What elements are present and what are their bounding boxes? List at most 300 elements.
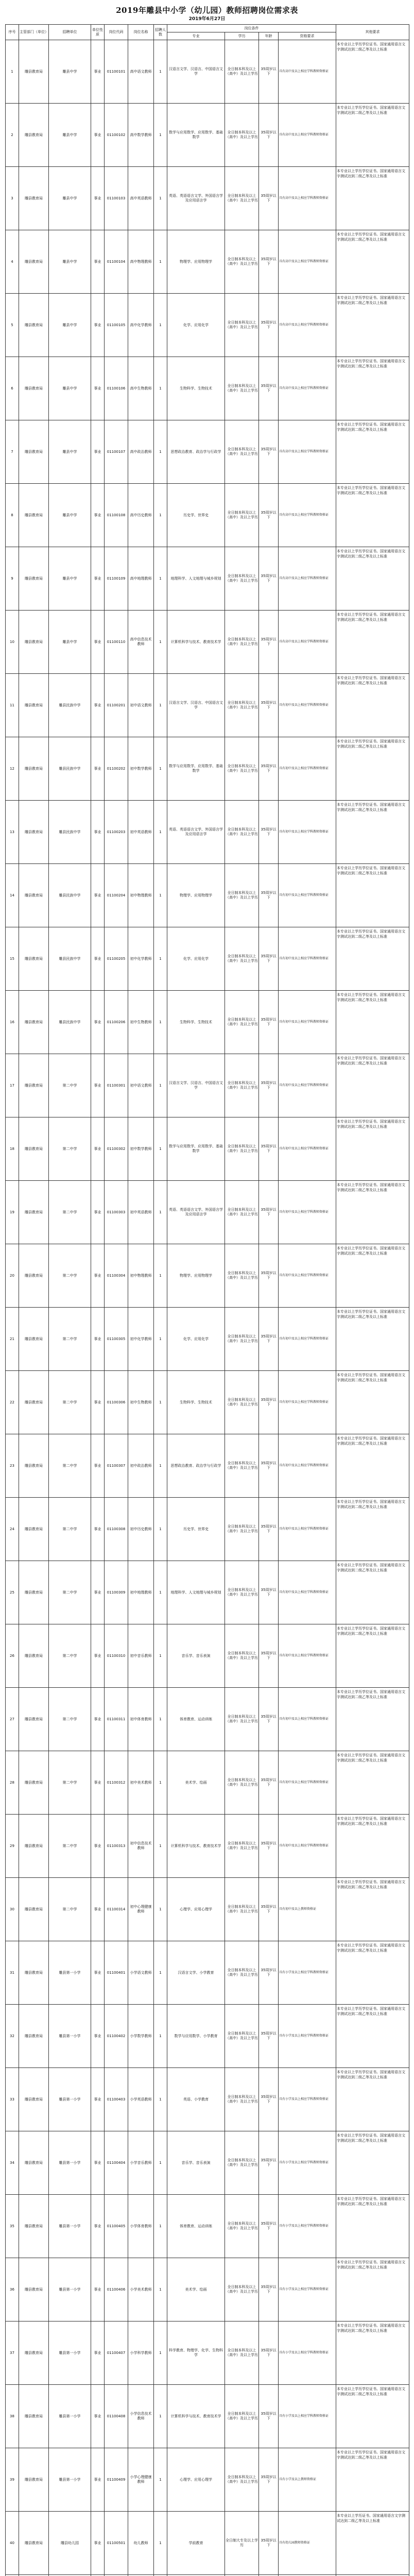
- cell-major: 计算机科学与技术、教育技术学: [167, 2385, 225, 2448]
- cell-code: 01100103: [105, 167, 128, 230]
- cell-count: 1: [154, 420, 167, 484]
- cell-major: 思想政治教育、政治学与行政学: [167, 1434, 225, 1498]
- cell-post: 初中化学教师: [128, 927, 154, 991]
- table-row: [6, 1054, 409, 1117]
- cell-edu: 全日制本科及以上（高中）及以上学历: [225, 420, 259, 484]
- cell-code: 01100406: [105, 2258, 128, 2321]
- cell-major: 数学与应用数学、应用数学、基础数学: [167, 737, 225, 801]
- cell-dept: 雕县教育局: [19, 1751, 49, 1815]
- cell-edu: 全日制本科及以上（高中）及以上学历: [225, 1308, 259, 1371]
- cell-nature: 事业: [91, 1434, 105, 1498]
- cell-count: 1: [154, 104, 167, 167]
- cell-post: 初中生物教师: [128, 991, 154, 1054]
- cell-unit: 雕县第一小学: [49, 2385, 91, 2448]
- cell-req: 具有初中及以上相应学科教师资格证: [279, 1308, 336, 1371]
- table-row: [6, 1308, 409, 1371]
- cell-nature: 事业: [91, 2512, 105, 2575]
- cell-major: 美术学、绘画: [167, 1751, 225, 1815]
- table-row: [6, 2512, 409, 2575]
- cell-req: 具有小学及以上相应学科教师资格证: [279, 1941, 336, 2005]
- cell-unit: 雕县第一小学: [49, 2131, 91, 2195]
- cell-dept: 雕县教育局: [19, 1371, 49, 1434]
- cell-no: 33: [6, 2068, 19, 2131]
- cell-post: 小学语文教师: [128, 1941, 154, 2005]
- cell-count: 1: [154, 357, 167, 420]
- cell-req: 具有初中及以上相应学科教师资格证: [279, 1181, 336, 1244]
- cell-nature: 事业: [91, 737, 105, 801]
- cell-major: 化学、应用化学: [167, 1308, 225, 1371]
- cell-notes: 本专业以上学历学位证书。国家通用语言文字测试达到二级乙等及以上标准: [336, 2385, 409, 2448]
- cell-req: 具有初中及以上相应学科教师资格证: [279, 1371, 336, 1434]
- cell-count: 1: [154, 2321, 167, 2385]
- header-unit: 招聘单位: [49, 25, 91, 40]
- cell-unit: 第二中学: [49, 1878, 91, 1941]
- cell-notes: 本专业以上学历学位证书。国家通用语言文字测试达到二级乙等及以上标准: [336, 1941, 409, 2005]
- cell-unit: 雕县中学: [49, 420, 91, 484]
- cell-count: 1: [154, 1244, 167, 1308]
- cell-edu: 全日制本科及以上（高中）及以上学历: [225, 1498, 259, 1561]
- cell-nature: 事业: [91, 1244, 105, 1308]
- cell-unit: 雕县第一小学: [49, 2448, 91, 2512]
- cell-unit: 雕县中学: [49, 357, 91, 420]
- cell-post: 高中生物教师: [128, 357, 154, 420]
- cell-major: 历史学、世界史: [167, 1498, 225, 1561]
- cell-notes: 本专业以上学历学位证书。国家通用语言文字测试达到二级乙等及以上标准: [336, 1117, 409, 1181]
- cell-nature: 事业: [91, 357, 105, 420]
- cell-post: 高中地理教师: [128, 547, 154, 611]
- cell-major: 汉语言文学、汉语言、中国语言文学: [167, 1054, 225, 1117]
- cell-age: 35周岁以下: [259, 1371, 279, 1434]
- cell-post: 初中物理教师: [128, 864, 154, 927]
- cell-count: 1: [154, 1815, 167, 1878]
- cell-dept: 雕县教育局: [19, 1561, 49, 1624]
- cell-notes: 本专业以上学历学位证书。国家通用语言文字测试达到二级乙等及以上标准: [336, 1181, 409, 1244]
- cell-unit: 雕县中学: [49, 230, 91, 294]
- cell-count: 1: [154, 1181, 167, 1244]
- cell-notes: 本专业以上学历学位证书。国家通用语言文字测试达到二级乙等及以上标准: [336, 1054, 409, 1117]
- cell-count: 1: [154, 1054, 167, 1117]
- cell-edu: 全日制本科及以上（高中）及以上学历: [225, 1878, 259, 1941]
- cell-edu: 全日制本科及以上（高中）及以上学历: [225, 104, 259, 167]
- cell-dept: 雕县教育局: [19, 991, 49, 1054]
- cell-req: 具有小学及以上教师资格证: [279, 2448, 336, 2512]
- cell-post: 初中历史教师: [128, 1498, 154, 1561]
- table-row: [6, 801, 409, 864]
- cell-notes: 本专业以上学历学位证书。国家通用语言文字测试达到二级乙等及以上标准: [336, 2195, 409, 2258]
- cell-post: 初中英语教师: [128, 801, 154, 864]
- cell-edu: 全日制本科及以上（高中）及以上学历: [225, 2195, 259, 2258]
- cell-code: 01100204: [105, 864, 128, 927]
- cell-code: 01100301: [105, 1054, 128, 1117]
- cell-nature: 事业: [91, 2258, 105, 2321]
- cell-count: 1: [154, 927, 167, 991]
- cell-no: 18: [6, 1117, 19, 1181]
- cell-age: 35周岁以下: [259, 2512, 279, 2575]
- cell-nature: 事业: [91, 1624, 105, 1688]
- cell-dept: 雕县教育局: [19, 674, 49, 737]
- cell-dept: 雕县教育局: [19, 40, 49, 104]
- cell-edu: 全日制本科及以上（高中）及以上学历: [225, 230, 259, 294]
- cell-major: 数学与应用数学、应用数学、基础数学: [167, 1117, 225, 1181]
- cell-dept: 雕县教育局: [19, 1815, 49, 1878]
- cell-unit: 第二中学: [49, 1751, 91, 1815]
- cell-no: 15: [6, 927, 19, 991]
- cell-req: 具有初中及以上教师资格证: [279, 1878, 336, 1941]
- cell-notes: 本专业以上学历学位证书。国家通用语言文字测试达到二级乙等及以上标准: [336, 230, 409, 294]
- cell-code: 01100107: [105, 420, 128, 484]
- cell-nature: 事业: [91, 1498, 105, 1561]
- cell-major: 化学、应用化学: [167, 927, 225, 991]
- cell-no: 2: [6, 104, 19, 167]
- cell-notes: 本专业以上学历学位证书。国家通用语言文字测试达到二级乙等及以上标准: [336, 167, 409, 230]
- header-nature: 单位性质: [91, 25, 105, 40]
- cell-no: 29: [6, 1815, 19, 1878]
- cell-major: 体育教育、运动训练: [167, 1688, 225, 1751]
- cell-dept: 雕县教育局: [19, 357, 49, 420]
- cell-req: 具有高中及以上相应学科教师资格证: [279, 357, 336, 420]
- cell-no: 28: [6, 1751, 19, 1815]
- cell-age: 35周岁以下: [259, 927, 279, 991]
- cell-no: 3: [6, 167, 19, 230]
- table-row: [6, 230, 409, 294]
- cell-code: 01100108: [105, 484, 128, 547]
- cell-req: 具有高中及以上相应学科教师资格证: [279, 104, 336, 167]
- cell-unit: 雕县中学: [49, 104, 91, 167]
- cell-notes: 本专业以上学历学位证书。国家通用语言文字测试达到二级乙等及以上标准: [336, 2321, 409, 2385]
- cell-major: 历史学、世界史: [167, 484, 225, 547]
- cell-nature: 事业: [91, 1688, 105, 1751]
- cell-req: 具有初中及以上相应学科教师资格证: [279, 1054, 336, 1117]
- table-row: [6, 167, 409, 230]
- cell-notes: 本专业以上学历学位证书。国家通用语言文字测试达到二级乙等及以上标准: [336, 2131, 409, 2195]
- cell-post: 高中英语教师: [128, 167, 154, 230]
- cell-edu: 全日制本科及以上（高中）及以上学历: [225, 1181, 259, 1244]
- cell-dept: 雕县教育局: [19, 801, 49, 864]
- cell-post: 初中地理教师: [128, 1561, 154, 1624]
- cell-nature: 事业: [91, 420, 105, 484]
- cell-nature: 事业: [91, 801, 105, 864]
- cell-edu: 全日制本科及以上（高中）及以上学历: [225, 611, 259, 674]
- cell-notes: 本专业以上学历学位证书。国家通用语言文字测试达到二级乙等及以上标准: [336, 294, 409, 357]
- cell-no: 8: [6, 484, 19, 547]
- cell-dept: 雕县教育局: [19, 1308, 49, 1371]
- cell-unit: 雕县民族中学: [49, 801, 91, 864]
- cell-post: 幼儿教师: [128, 2512, 154, 2575]
- cell-req: 具有高中及以上相应学科教师资格证: [279, 40, 336, 104]
- cell-unit: 第二中学: [49, 1815, 91, 1878]
- cell-code: 01100311: [105, 1688, 128, 1751]
- cell-unit: 第二中学: [49, 1561, 91, 1624]
- cell-nature: 事业: [91, 1117, 105, 1181]
- cell-edu: 全日制大专及以上学历: [225, 2512, 259, 2575]
- table-row: [6, 40, 409, 104]
- cell-count: 1: [154, 991, 167, 1054]
- table-row: [6, 2448, 409, 2512]
- cell-code: 01100307: [105, 1434, 128, 1498]
- cell-dept: 雕县教育局: [19, 420, 49, 484]
- cell-post: 初中政治教师: [128, 1434, 154, 1498]
- cell-nature: 事业: [91, 674, 105, 737]
- cell-code: 01100308: [105, 1498, 128, 1561]
- cell-edu: 全日制本科及以上（高中）及以上学历: [225, 2385, 259, 2448]
- cell-code: 01100312: [105, 1751, 128, 1815]
- cell-nature: 事业: [91, 167, 105, 230]
- cell-notes: 本专业以上学历学位证书。国家通用语言文字测试达到二级乙等及以上标准: [336, 2258, 409, 2321]
- cell-post: 小学美术教师: [128, 2258, 154, 2321]
- cell-no: 20: [6, 1244, 19, 1308]
- cell-dept: 雕县教育局: [19, 864, 49, 927]
- cell-unit: 第二中学: [49, 1371, 91, 1434]
- cell-count: 1: [154, 2068, 167, 2131]
- cell-dept: 雕县教育局: [19, 1878, 49, 1941]
- cell-no: 23: [6, 1434, 19, 1498]
- cell-req: 具有初中及以上相应学科教师资格证: [279, 1117, 336, 1181]
- cell-count: 1: [154, 1434, 167, 1498]
- cell-dept: 雕县教育局: [19, 1434, 49, 1498]
- cell-unit: 雕县民族中学: [49, 927, 91, 991]
- cell-nature: 事业: [91, 104, 105, 167]
- header-dept: 主管部门（单位）: [19, 25, 49, 40]
- cell-notes: 本专业以上学历学位证书。国家通用语言文字测试达到二级乙等及以上标准: [336, 864, 409, 927]
- cell-count: 1: [154, 2258, 167, 2321]
- cell-no: 38: [6, 2385, 19, 2448]
- cell-edu: 全日制本科及以上（高中）及以上学历: [225, 2448, 259, 2512]
- cell-nature: 事业: [91, 611, 105, 674]
- cell-req: 具有初中及以上相应学科教师资格证: [279, 1244, 336, 1308]
- cell-code: 01100501: [105, 2512, 128, 2575]
- cell-code: 01100305: [105, 1308, 128, 1371]
- cell-major: 化学、应用化学: [167, 294, 225, 357]
- cell-unit: 雕县中学: [49, 484, 91, 547]
- cell-nature: 事业: [91, 2385, 105, 2448]
- cell-edu: 全日制本科及以上（高中）及以上学历: [225, 927, 259, 991]
- cell-age: 35周岁以下: [259, 737, 279, 801]
- cell-no: 21: [6, 1308, 19, 1371]
- cell-edu: 全日制本科及以上（高中）及以上学历: [225, 1751, 259, 1815]
- cell-req: 具有小学及以上相应学科教师资格证: [279, 2005, 336, 2068]
- cell-major: 科学教育、物理学、化学、生物科学: [167, 2321, 225, 2385]
- cell-nature: 事业: [91, 864, 105, 927]
- cell-req: 具有高中及以上相应学科教师资格证: [279, 230, 336, 294]
- cell-req: 具有初中及以上相应学科教师资格证: [279, 1815, 336, 1878]
- cell-age: 35周岁以下: [259, 2258, 279, 2321]
- cell-no: 31: [6, 1941, 19, 2005]
- cell-notes: 本专业以上学历学位证书。国家通用语言文字测试达到二级乙等及以上标准: [336, 1815, 409, 1878]
- cell-no: 17: [6, 1054, 19, 1117]
- table-row: [6, 2131, 409, 2195]
- cell-no: 22: [6, 1371, 19, 1434]
- cell-notes: 本专业以上学历学位证书。国家通用语言文字测试达到二级乙等及以上标准: [336, 357, 409, 420]
- cell-nature: 事业: [91, 2195, 105, 2258]
- cell-req: 具有初中及以上相应学科教师资格证: [279, 1624, 336, 1688]
- cell-notes: 本专业以上学历学位证书。国家通用语言文字测试达到二级乙等及以上标准: [336, 611, 409, 674]
- cell-edu: 全日制本科及以上（高中）及以上学历: [225, 1941, 259, 2005]
- cell-code: 01100401: [105, 1941, 128, 2005]
- header-age: 年龄: [259, 32, 279, 40]
- cell-code: 01100306: [105, 1371, 128, 1434]
- cell-nature: 事业: [91, 1054, 105, 1117]
- cell-code: 01100407: [105, 2321, 128, 2385]
- cell-count: 1: [154, 737, 167, 801]
- cell-req: 具有高中及以上相应学科教师资格证: [279, 294, 336, 357]
- cell-code: 01100101: [105, 40, 128, 104]
- table-row: [6, 991, 409, 1054]
- cell-unit: 雕县第一小学: [49, 1941, 91, 2005]
- cell-age: 35周岁以下: [259, 547, 279, 611]
- cell-age: 35周岁以下: [259, 2448, 279, 2512]
- cell-code: 01100310: [105, 1624, 128, 1688]
- cell-age: 35周岁以下: [259, 674, 279, 737]
- cell-count: 1: [154, 1688, 167, 1751]
- table-row: [6, 1561, 409, 1624]
- table-row: [6, 2321, 409, 2385]
- cell-dept: 雕县教育局: [19, 2385, 49, 2448]
- cell-count: 1: [154, 2005, 167, 2068]
- cell-dept: 雕县教育局: [19, 294, 49, 357]
- cell-no: 14: [6, 864, 19, 927]
- cell-code: 01100304: [105, 1244, 128, 1308]
- cell-post: 初中物理教师: [128, 1244, 154, 1308]
- cell-req: 具有初中及以上相应学科教师资格证: [279, 674, 336, 737]
- cell-edu: 全日制本科及以上（高中）及以上学历: [225, 1117, 259, 1181]
- cell-count: 1: [154, 40, 167, 104]
- header-notes: 其他要求: [336, 25, 409, 40]
- cell-major: 计算机科学与技术、教育技术学: [167, 611, 225, 674]
- cell-req: 具有高中及以上相应学科教师资格证: [279, 167, 336, 230]
- cell-notes: 本专业以上学历学位证书。国家通用语言文字测试达到二级乙等及以上标准: [336, 1688, 409, 1751]
- cell-nature: 事业: [91, 484, 105, 547]
- cell-edu: 全日制本科及以上（高中）及以上学历: [225, 1815, 259, 1878]
- cell-no: 24: [6, 1498, 19, 1561]
- cell-dept: 雕县教育局: [19, 1624, 49, 1688]
- cell-edu: 全日制本科及以上（高中）及以上学历: [225, 1371, 259, 1434]
- cell-count: 1: [154, 611, 167, 674]
- cell-notes: 本专业以上学历学位证书。国家通用语言文字测试达到二级乙等及以上标准: [336, 1498, 409, 1561]
- cell-age: 35周岁以下: [259, 230, 279, 294]
- cell-unit: 第二中学: [49, 1181, 91, 1244]
- cell-age: 35周岁以下: [259, 1624, 279, 1688]
- cell-req: 具有小学及以上相应学科教师资格证: [279, 2321, 336, 2385]
- table-row: [6, 1117, 409, 1181]
- cell-nature: 事业: [91, 2321, 105, 2385]
- table-row: [6, 1878, 409, 1941]
- cell-dept: 雕县教育局: [19, 2005, 49, 2068]
- cell-post: 初中心理健康教师: [128, 1878, 154, 1941]
- cell-edu: 全日制本科及以上（高中）及以上学历: [225, 2321, 259, 2385]
- cell-req: 具有小学及以上相应学科教师资格证: [279, 2195, 336, 2258]
- cell-age: 35周岁以下: [259, 2131, 279, 2195]
- cell-req: 具有小学及以上相应学科教师资格证: [279, 2385, 336, 2448]
- header-conditions: 岗位条件: [167, 25, 336, 32]
- cell-age: 35周岁以下: [259, 2068, 279, 2131]
- cell-edu: 全日制本科及以上（高中）及以上学历: [225, 40, 259, 104]
- cell-dept: 雕县教育局: [19, 1941, 49, 2005]
- cell-notes: 本专业以上学历学位证书。国家通用语言文字测试达到二级乙等及以上标准: [336, 484, 409, 547]
- cell-major: 英语、英语语言文学、外国语言学及应用语言学: [167, 801, 225, 864]
- cell-notes: 本专业以上学历学位证书。国家通用语言文字测试达到二级乙等及以上标准: [336, 420, 409, 484]
- cell-age: 35周岁以下: [259, 1751, 279, 1815]
- table-row: [6, 1624, 409, 1688]
- cell-age: 35周岁以下: [259, 991, 279, 1054]
- cell-no: 11: [6, 674, 19, 737]
- cell-unit: 雕县民族中学: [49, 991, 91, 1054]
- header-count: 招聘人数: [154, 25, 167, 40]
- cell-major: 思想政治教育、政治学与行政学: [167, 420, 225, 484]
- table-row: [6, 927, 409, 991]
- cell-post: 高中化学教师: [128, 294, 154, 357]
- cell-age: 35周岁以下: [259, 104, 279, 167]
- cell-post: 小学信息技术教师: [128, 2385, 154, 2448]
- cell-post: 高中数学教师: [128, 104, 154, 167]
- cell-count: 1: [154, 230, 167, 294]
- cell-edu: 全日制本科及以上（高中）及以上学历: [225, 674, 259, 737]
- cell-edu: 全日制本科及以上（高中）及以上学历: [225, 801, 259, 864]
- cell-code: 01100314: [105, 1878, 128, 1941]
- table-row: [6, 1688, 409, 1751]
- cell-post: 初中生物教师: [128, 1371, 154, 1434]
- cell-nature: 事业: [91, 1371, 105, 1434]
- table-header: [6, 25, 409, 40]
- cell-no: 26: [6, 1624, 19, 1688]
- cell-code: 01100402: [105, 2005, 128, 2068]
- cell-nature: 事业: [91, 2448, 105, 2512]
- cell-req: 具有幼儿园教师资格证: [279, 2512, 336, 2575]
- cell-count: 1: [154, 674, 167, 737]
- cell-count: 1: [154, 1561, 167, 1624]
- cell-req: 具有初中及以上相应学科教师资格证: [279, 1688, 336, 1751]
- cell-req: 具有小学及以上相应学科教师资格证: [279, 2258, 336, 2321]
- cell-notes: 本专业以上学历学位证书。国家通用语言文字测试达到二级乙等及以上标准: [336, 991, 409, 1054]
- cell-req: 具有初中及以上相应学科教师资格证: [279, 1751, 336, 1815]
- table-row: [6, 2385, 409, 2448]
- cell-nature: 事业: [91, 1878, 105, 1941]
- cell-nature: 事业: [91, 927, 105, 991]
- cell-edu: 全日制本科及以上（高中）及以上学历: [225, 991, 259, 1054]
- cell-post: 初中英语教师: [128, 1181, 154, 1244]
- cell-code: 01100102: [105, 104, 128, 167]
- cell-age: 35周岁以下: [259, 1308, 279, 1371]
- cell-count: 1: [154, 1498, 167, 1561]
- cell-nature: 事业: [91, 40, 105, 104]
- cell-notes: 本专业以上学历学位证书。国家通用语言文字测试达到二级乙等及以上标准: [336, 1624, 409, 1688]
- table-row: [6, 2005, 409, 2068]
- cell-post: 小学音乐教师: [128, 2131, 154, 2195]
- table-row: [6, 2195, 409, 2258]
- table-row: [6, 1498, 409, 1561]
- cell-code: 01100302: [105, 1117, 128, 1181]
- cell-count: 1: [154, 864, 167, 927]
- cell-dept: 雕县教育局: [19, 2258, 49, 2321]
- cell-unit: 雕县第一小学: [49, 2068, 91, 2131]
- cell-edu: 全日制本科及以上（高中）及以上学历: [225, 2258, 259, 2321]
- cell-no: 10: [6, 611, 19, 674]
- cell-notes: 本专业以上学历学位证书。国家通用语言文字测试达到二级乙等及以上标准: [336, 40, 409, 104]
- table-row: [6, 484, 409, 547]
- cell-post: 初中数学教师: [128, 1117, 154, 1181]
- table-row: [6, 737, 409, 801]
- cell-no: 34: [6, 2131, 19, 2195]
- cell-count: 1: [154, 1878, 167, 1941]
- cell-major: 英语、英语语言文学、外国语言学及应用语言学: [167, 1181, 225, 1244]
- cell-dept: 雕县教育局: [19, 737, 49, 801]
- table-row: [6, 1244, 409, 1308]
- cell-req: 具有初中及以上相应学科教师资格证: [279, 1498, 336, 1561]
- cell-no: 9: [6, 547, 19, 611]
- cell-unit: 雕县中学: [49, 611, 91, 674]
- cell-post: 初中音乐教师: [128, 1624, 154, 1688]
- cell-age: 35周岁以下: [259, 1244, 279, 1308]
- cell-major: 心理学、应用心理学: [167, 2448, 225, 2512]
